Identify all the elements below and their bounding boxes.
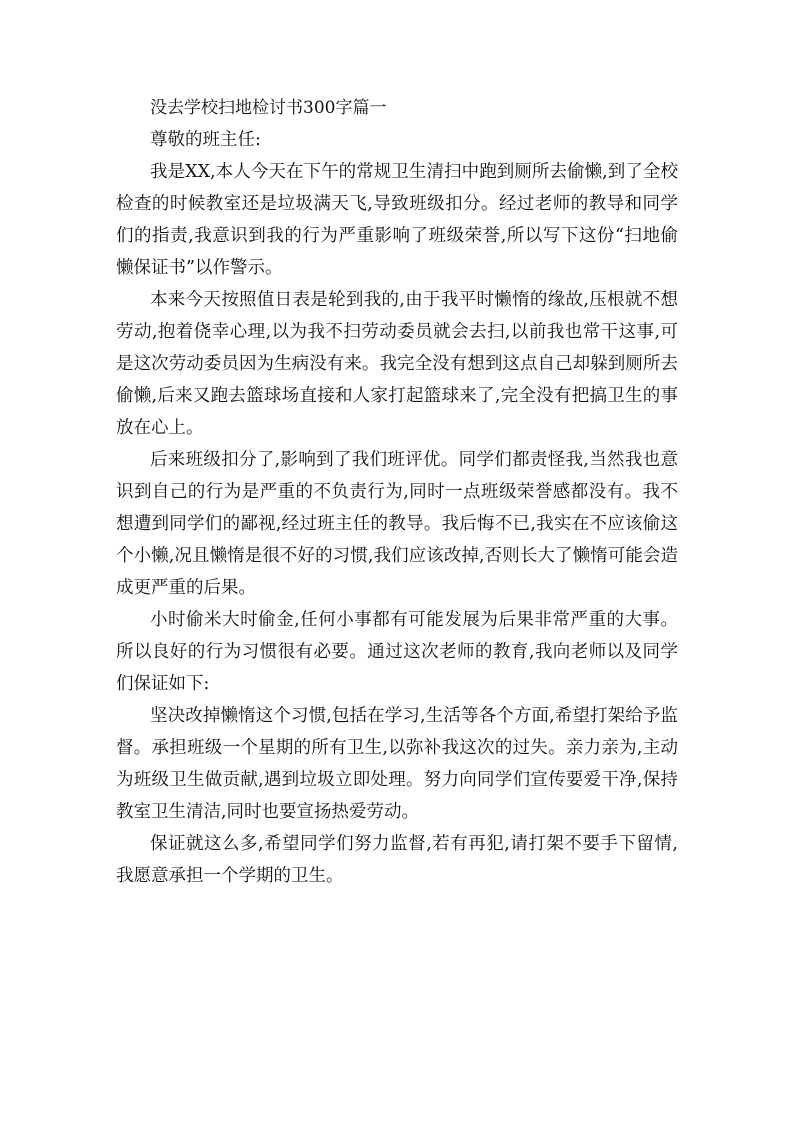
paragraph-2: 本来今天按照值日表是轮到我的,由于我平时懒惰的缘故,压根就不想劳动,抱着侥幸心理,以为我不扫劳动委员就会去扫,以前我也常干这事,可是这次劳动委员因为生病没有来。我完全没有想到这点自己却躲到厕所去偷懒,后来又跑去篮球场直接和人家打起篮球来了,完全没有把搞卫生的事放在心上。 <box>116 290 678 438</box>
paragraph-3: 后来班级扣分了,影响到了我们班评优。同学们都责怪我,当然我也意识到自己的行为是严重的不负责行为,同时一点班级荣誉感都没有。我不想遭到同学们的鄙视,经过班主任的教导。我后悔不已,我实在不应该偷这个小懒,况且懒惰是很不好的习惯,我们应该改掉,否则长大了懒惰可能会造成更严重的后果。 <box>116 450 678 598</box>
paragraph-1: 我是XX,本人今天在下午的常规卫生清扫中跑到厕所去偷懒,到了全校检查的时候教室还是垃圾满天飞,导致班级扣分。经过老师的教导和同学们的指责,我意识到我的行为严重影响了班级荣誉,所以写下这份“扫地偷懒保证书”以作警示。 <box>116 162 678 278</box>
document-body <box>116 92 678 892</box>
paragraph-4: 小时偷米大时偷金,任何小事都有可能发展为后果非常严重的大事。所以良好的行为习惯很有必要。通过这次老师的教育,我向老师以及同学们保证如下: <box>116 610 678 694</box>
paragraph-5: 坚决改掉懒惰这个习惯,包括在学习,生活等各个方面,希望打架给予监督。承担班级一个星期的所有卫生,以弥补我这次的过失。亲力亲为,主动为班级卫生做贡献,遇到垃圾立即处理。努力向同学们宣传要爱干净,保持教室卫生清洁,同时也要宣扬热爱劳动。 <box>116 706 678 822</box>
salutation: 尊敬的班主任: <box>150 130 261 150</box>
document-title: 没去学校扫地检讨书300字篇一 <box>150 98 387 118</box>
paragraph-6: 保证就这么多,希望同学们努力监督,若有再犯,请打架不要手下留情,我愿意承担一个学期的卫生。 <box>116 834 678 886</box>
